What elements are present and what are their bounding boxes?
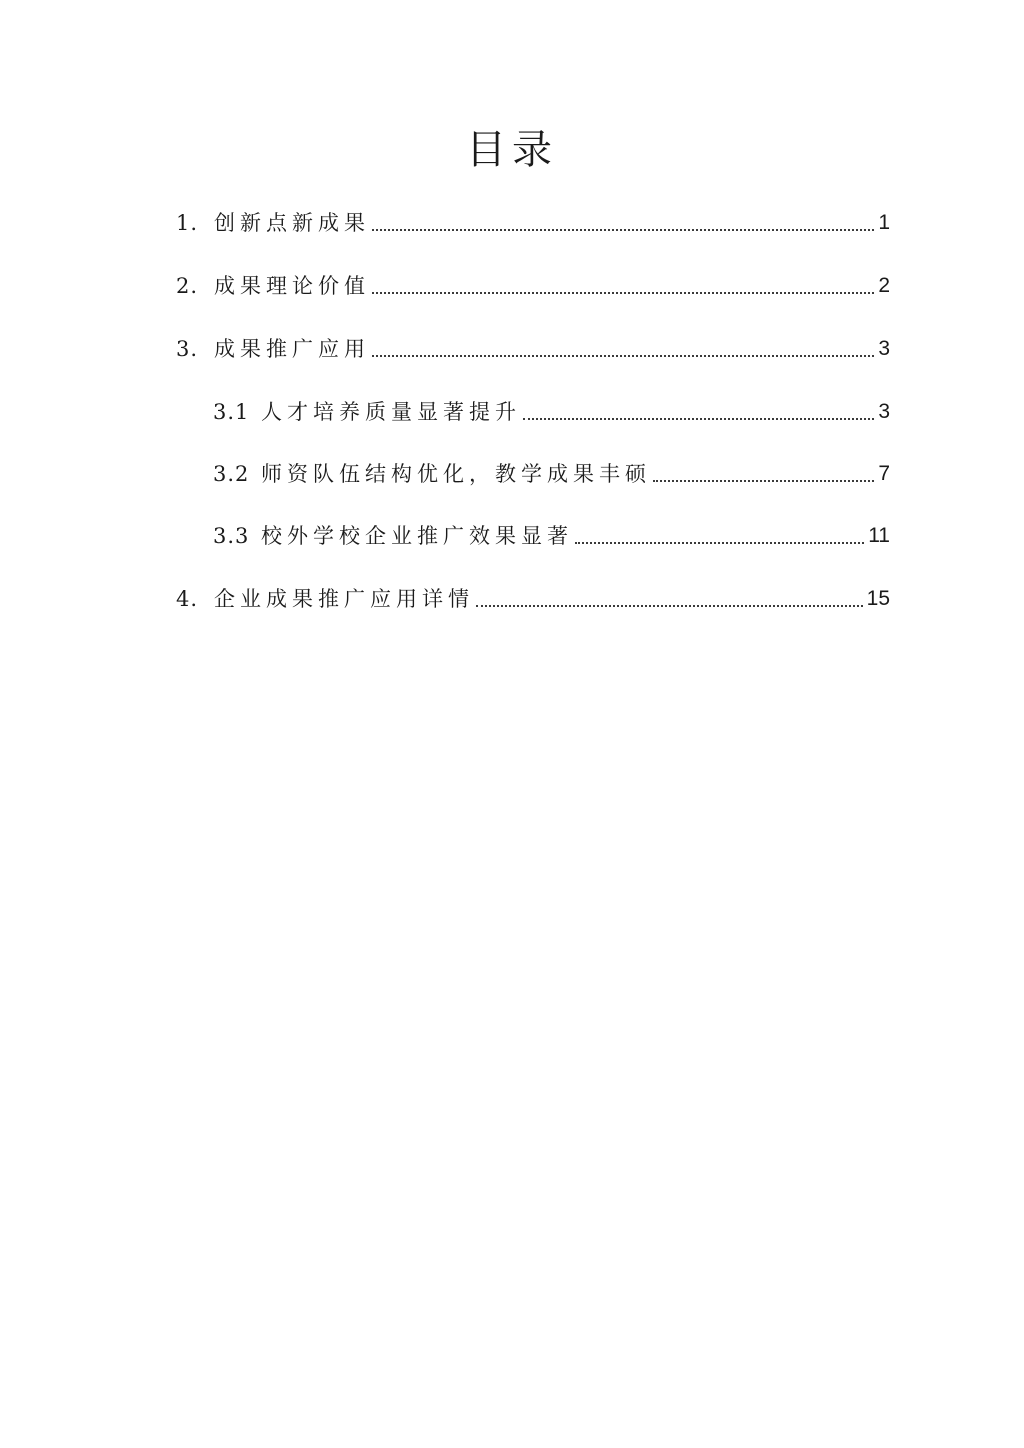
toc-entry-number: 1. (176, 211, 199, 235)
toc-entry-3-1[interactable] (213, 391, 890, 427)
toc-entry-text: 成果理论价值 (214, 274, 370, 298)
toc-entry-page: 7 (878, 462, 890, 485)
toc-entry-text: 企业成果推广应用详情 (214, 587, 474, 611)
toc-entry-3-2[interactable] (213, 453, 890, 489)
toc-entry-page: 2 (878, 274, 890, 297)
toc-entry-page: 1 (878, 211, 890, 234)
toc-dot-leader (372, 355, 874, 357)
toc-entry-number: 3.2 (213, 462, 250, 486)
toc-entry-3[interactable] (176, 328, 890, 364)
toc-entry-1[interactable] (176, 202, 890, 238)
toc-title: 目录 (466, 127, 558, 173)
toc-entry-text: 校外学校企业推广效果显著 (261, 524, 573, 548)
toc-entry-page: 15 (866, 587, 890, 610)
toc-dot-leader (575, 542, 864, 544)
toc-entry-number: 3.1 (213, 400, 250, 424)
toc-entry-text: 成果推广应用 (214, 337, 370, 361)
toc-dot-leader (653, 480, 874, 482)
toc-entry-number: 3. (176, 337, 199, 361)
toc-entry-text: 人才培养质量显著提升 (261, 400, 521, 424)
toc-dot-leader (372, 292, 874, 294)
toc-entry-3-3[interactable] (213, 515, 890, 551)
toc-dot-leader (372, 229, 874, 231)
toc-entry-page: 3 (878, 337, 890, 360)
toc-entry-number: 2. (176, 274, 199, 298)
toc-entry-page: 11 (868, 524, 890, 547)
toc-entry-number: 3.3 (213, 524, 250, 548)
toc-entry-number: 4. (176, 587, 199, 611)
toc-entry-2[interactable] (176, 265, 890, 301)
toc-entry-text: 创新点新成果 (214, 211, 370, 235)
toc-entry-4[interactable] (176, 578, 890, 614)
toc-entry-text: 师资队伍结构优化，教学成果丰硕 (261, 462, 651, 486)
toc-dot-leader (476, 605, 863, 607)
toc-dot-leader (523, 418, 874, 420)
toc-entry-page: 3 (878, 400, 890, 423)
